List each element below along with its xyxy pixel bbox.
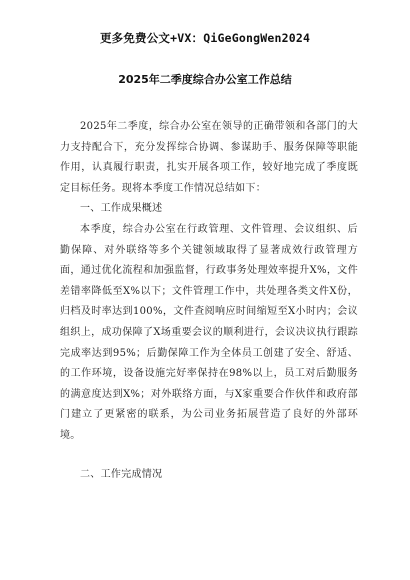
document-body [60, 117, 358, 485]
promo-banner: 更多免费公文+VX：QiGeGongWen2024 [99, 31, 311, 45]
section-heading-1: 一、工作成果概述 [80, 203, 163, 215]
intro-paragraph: 2025年二季度，综合办公室在领导的正确带领和各部门的大力支持配合下，充分发挥综合协调、参谋助手、服务保障等职能作用，认真履行职责，扎实开展各项工作，较好地完成了季度既定目标任务。现将本季度工作情况总结如下： [60, 121, 358, 194]
document-title: 2025年二季度综合办公室工作总结 [118, 73, 292, 86]
section-heading-2: 二、工作完成情况 [80, 468, 163, 480]
section-1-paragraph: 本季度，综合办公室在行政管理、文件管理、会议组织、后勤保障、对外联络等多个关键领域取得了显著成效行政管理方面，通过优化流程和加强监督，行政事务处理效率提升X%，文件差错率降低至X%以下；文件管理工作中，共处理各类文件X份，归档及时率达到100%，文件查阅响应时间缩短至X小时内；会议组织上，成功保障了X场重要会议的顺利进行，会议决议执行跟踪完成率达到95%；后勤保障工作为全体员工创建了安全、舒适、的工作环境，设备设施完好率保持在98%以上，员工对后勤服务的满意度达到X%；对外联络方面，与X家重要合作伙伴和政府部门建立了更紧密的联系，为公司业务拓展营造了良好的外部环境。 [60, 223, 358, 441]
